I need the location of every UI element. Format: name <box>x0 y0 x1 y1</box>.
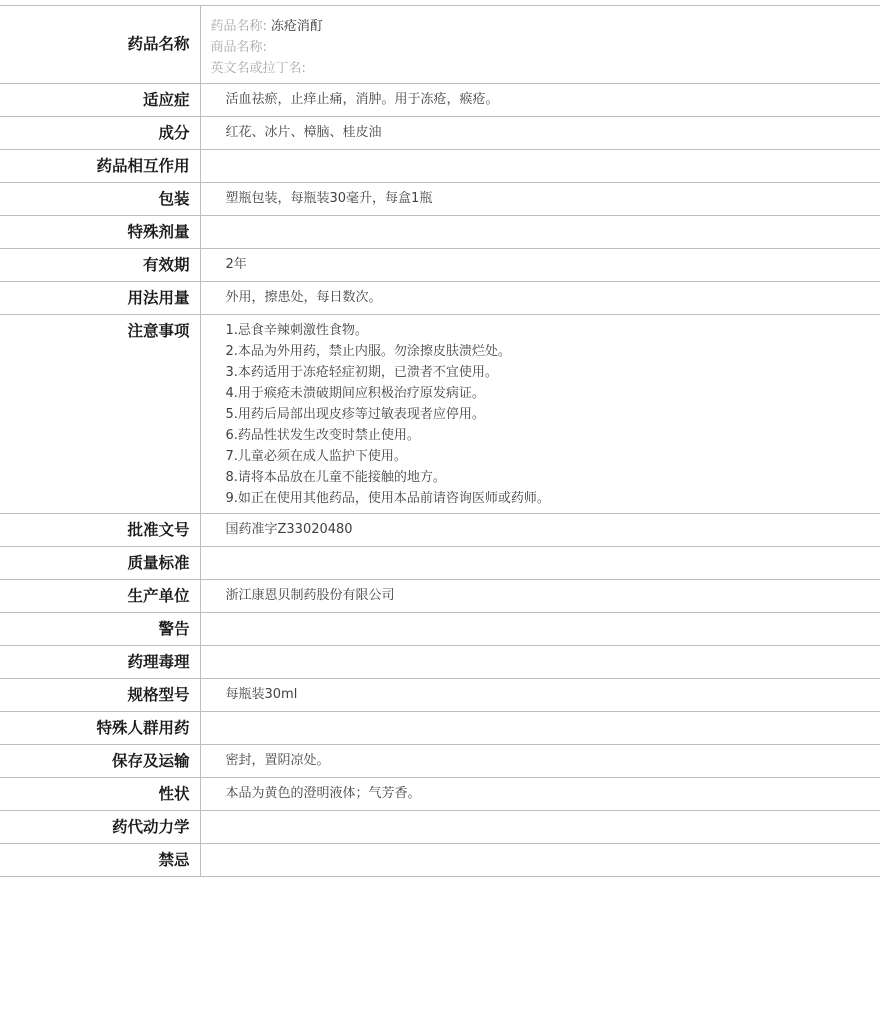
table-row <box>0 679 880 712</box>
row-value <box>200 646 880 679</box>
row-value: 外用，擦患处，每日数次。 <box>200 282 880 315</box>
table-row <box>0 712 880 745</box>
list-item: 5.用药后局部出现皮疹等过敏表现者应停用。 <box>225 407 485 422</box>
field-key: 商品名称: <box>210 40 267 55</box>
row-label: 禁忌 <box>0 844 200 877</box>
field-value: 冻疮消酊 <box>270 19 323 34</box>
row-label: 药理毒理 <box>0 646 200 679</box>
drug-name-fields <box>200 6 880 84</box>
list-item: 3.本药适用于冻疮轻症初期，已溃者不宜使用。 <box>225 365 498 380</box>
table-row <box>0 249 880 282</box>
table-row <box>0 580 880 613</box>
table-row <box>0 613 880 646</box>
list-item: 4.用于瘊疮未溃破期间应积极治疗原发病证。 <box>225 386 485 401</box>
table-row <box>0 282 880 315</box>
row-label: 用法用量 <box>0 282 200 315</box>
row-value: 塑瓶包装，每瓶装30毫升，每盒1瓶 <box>200 183 880 216</box>
row-label: 批准文号 <box>0 514 200 547</box>
row-label: 包装 <box>0 183 200 216</box>
row-value: 密封，置阴凉处。 <box>200 745 880 778</box>
table-row <box>0 84 880 117</box>
list-item: 9.如正在使用其他药品，使用本品前请咨询医师或药师。 <box>225 491 550 506</box>
row-label: 保存及运输 <box>0 745 200 778</box>
row-value <box>200 844 880 877</box>
field-key: 药品名称: <box>210 19 267 34</box>
row-label: 药品名称 <box>0 6 200 84</box>
list-item: 7.儿童必须在成人监护下使用。 <box>225 449 407 464</box>
table-row <box>0 514 880 547</box>
row-label: 特殊剂量 <box>0 216 200 249</box>
table-row <box>0 547 880 580</box>
table-row <box>0 183 880 216</box>
table-row <box>0 117 880 150</box>
row-value: 活血祛瘀，止痒止痛，消肿。用于冻疮，瘊疮。 <box>200 84 880 117</box>
row-value: 每瓶装30ml <box>200 679 880 712</box>
row-value <box>200 216 880 249</box>
table-row <box>0 150 880 183</box>
table-row <box>0 811 880 844</box>
generic-name-line <box>211 16 880 37</box>
row-label: 警告 <box>0 613 200 646</box>
list-item: 6.药品性状发生改变时禁止使用。 <box>225 428 420 443</box>
row-value: 本品为黄色的澄明液体；气芳香。 <box>200 778 880 811</box>
row-value <box>200 712 880 745</box>
row-label: 质量标准 <box>0 547 200 580</box>
row-value: 国药准字Z33020480 <box>200 514 880 547</box>
trade-name-line <box>211 37 880 58</box>
row-label: 适应症 <box>0 84 200 117</box>
latin-name-line <box>211 58 880 79</box>
row-value <box>200 811 880 844</box>
table-row <box>0 745 880 778</box>
row-label: 成分 <box>0 117 200 150</box>
row-value <box>200 613 880 646</box>
precautions-value <box>200 315 880 514</box>
row-value: 红花、冰片、樟脑、桂皮油 <box>200 117 880 150</box>
field-key: 英文名或拉丁名: <box>210 61 306 76</box>
table-row <box>0 216 880 249</box>
row-label: 规格型号 <box>0 679 200 712</box>
row-label: 生产单位 <box>0 580 200 613</box>
row-precautions <box>0 315 880 514</box>
list-item: 1.忌食辛辣刺激性食物。 <box>225 323 368 338</box>
precaution-list <box>226 320 880 509</box>
row-label: 注意事项 <box>0 315 200 514</box>
row-label: 特殊人群用药 <box>0 712 200 745</box>
table-row <box>0 844 880 877</box>
row-label: 有效期 <box>0 249 200 282</box>
row-value: 2年 <box>200 249 880 282</box>
row-value <box>200 547 880 580</box>
list-item: 8.请将本品放在儿童不能接触的地方。 <box>225 470 446 485</box>
table-row <box>0 778 880 811</box>
row-label: 药代动力学 <box>0 811 200 844</box>
list-item: 2.本品为外用药，禁止内服。勿涂擦皮肤溃烂处。 <box>225 344 511 359</box>
row-value: 浙江康恩贝制药股份有限公司 <box>200 580 880 613</box>
row-drug-name <box>0 6 880 84</box>
row-label: 药品相互作用 <box>0 150 200 183</box>
row-value <box>200 150 880 183</box>
table-row <box>0 646 880 679</box>
drug-spec-table <box>0 5 880 877</box>
row-label: 性状 <box>0 778 200 811</box>
